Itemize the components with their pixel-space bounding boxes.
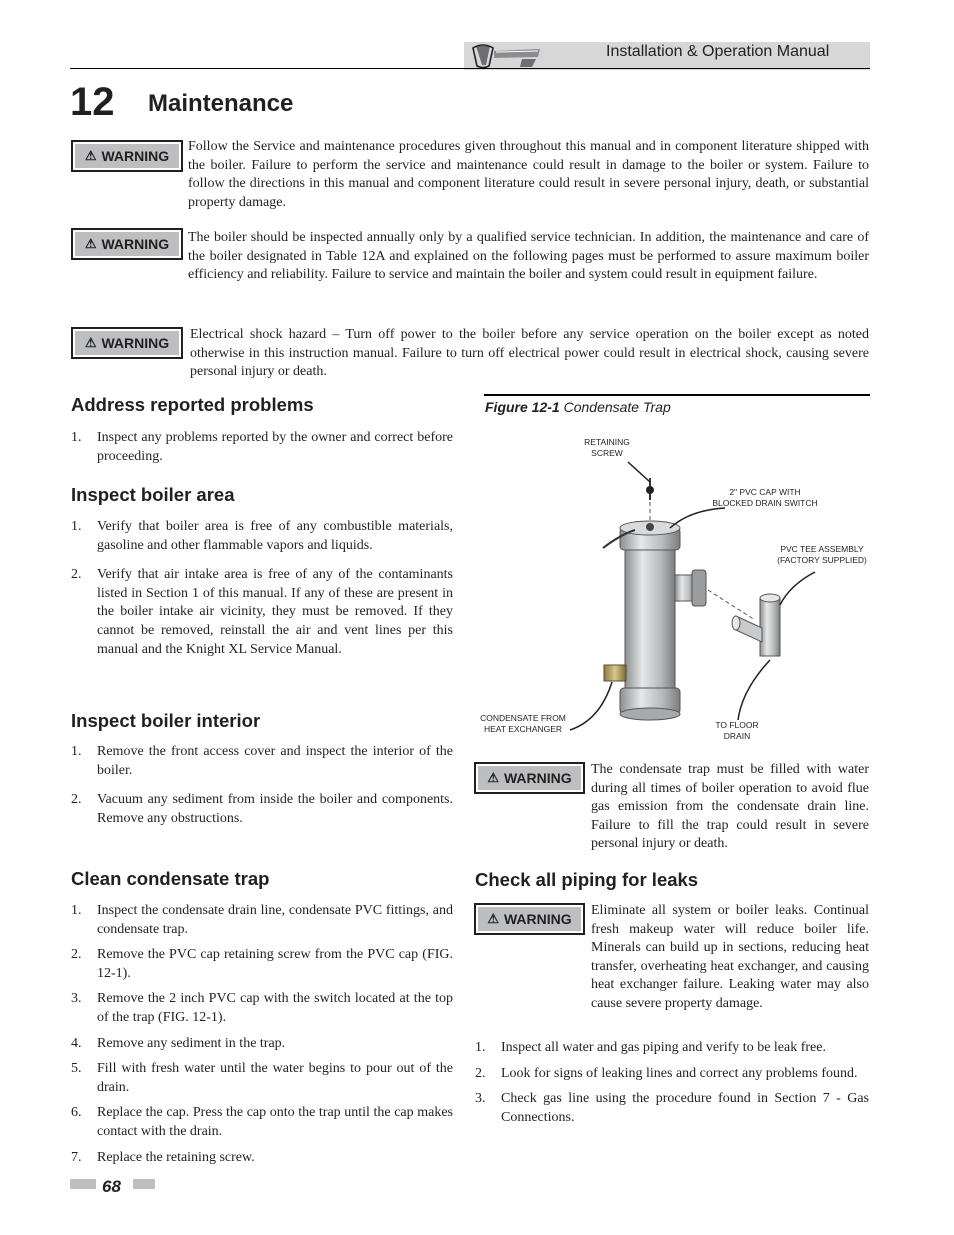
callout-condensate-from: CONDENSATE FROM HEAT EXCHANGER [480,713,566,734]
list-inspect-interior [71,743,453,828]
list-item: 3. Check gas line using the procedure found in Section 7 - Gas Connections. [475,1091,869,1125]
list-clean-condensate [71,902,453,1167]
list-item: 4. Remove any sediment in the trap. [71,1035,286,1051]
list-item: 2. Look for signs of leaking lines and correct any problems found. [475,1065,858,1081]
list-item: 1. Inspect all water and gas piping and verify to be leak free. [475,1040,826,1055]
figure-rule [484,394,870,396]
condensate-trap-illustration [480,420,875,750]
heading-inspect-interior: Inspect boiler interior [71,710,261,731]
heading-clean-condensate: Clean condensate trap [71,868,270,889]
manual-title: Installation & Operation Manual [606,43,830,60]
warning-triangle-icon: ⚠ [84,236,97,251]
warning-text-annual: The boiler should be inspected annually only by a qualified service technician. In addition, the maintenance and care of the boiler designated in Table 12A and explained on the following pages must be performed to assure maximum boiler efficiency and reliability. Failure to service and maintain the boiler and system could result in equipment failure. [188,230,869,283]
warning-text-leaks: Eliminate all system or boiler leaks. Continual fresh makeup water will reduce boiler life. Minerals can build up in sections, reducing heat transfer, overheating heat exchanger, and causing heat exchanger failure. Leaking water may also cause severe property damage. [591,903,869,1011]
list-item: 1. Inspect the condensate drain line, condensate PVC fittings, and condensate trap. [71,903,453,937]
heading-inspect-area: Inspect boiler area [71,484,235,505]
list-item: 3. Remove the 2 inch PVC cap with the switch located at the top of the trap (FIG. 12-1). [71,991,453,1025]
knight-xl-logo [470,43,565,69]
list-inspect-area [71,518,453,659]
callout-retaining-screw: RETAINING SCREW [584,437,630,458]
list-item: 2. Vacuum any sediment from inside the boiler and components. Remove any obstructions. [71,792,453,826]
callout-floor-drain: TO FLOOR DRAIN [715,720,759,741]
list-item: 7. Replace the retaining screw. [71,1149,255,1165]
heading-address-problems: Address reported problems [71,394,314,415]
warning-text-condensate: The condensate trap must be filled with water during all times of boiler operation to avoid flue gas emission from the condensate drain line. Failure to fill the trap could result in severe personal injury or death. [591,762,869,852]
page-number: 68 [102,1177,121,1196]
list-item: 6. Replace the cap. Press the cap onto the trap until the cap makes contact with the drain. [71,1105,453,1139]
list-item: 2. Remove the PVC cap retaining screw from the PVC cap (FIG. 12-1). [71,947,453,981]
list-item: 5. Fill with fresh water until the water begins to pour out of the drain. [71,1061,453,1095]
section-number: 12 [70,80,115,124]
list-item: 2. Verify that air intake area is free of any of the contaminants listed in Section 1 of this manual. If any of these are present in the boiler intake air vicinity, they must be removed. If they cannot be removed, reinstall the air and vent lines per this manual and the Knight XL Service Manual. [71,567,453,657]
footer-bar-right [133,1179,155,1189]
header-rule [70,68,870,69]
warning-text-service: Follow the Service and maintenance procedures given throughout this manual and in component literature shipped with the boiler. Failure to perform the service and maintenance could result in damage to the boiler or system. Failure to follow the directions in this manual and component literature could result in severe personal injury, death, or substantial property damage. [188,139,869,210]
warning-badge: ⚠ WARNING [71,327,183,359]
list-item: 1. Remove the front access cover and inspect the interior of the boiler. [71,744,453,778]
list-check-piping [475,1039,869,1127]
list-item: 1. Inspect any problems reported by the owner and correct before proceeding. [71,430,453,464]
list-address-problems [71,429,453,466]
warning-badge: ⚠ WARNING [474,762,585,794]
warning-badge: ⚠ WARNING [71,140,183,172]
warning-badge: ⚠ WARNING [71,228,183,260]
warning-triangle-icon: ⚠ [487,911,499,926]
section-title: Maintenance [148,90,294,117]
list-item: 1. Verify that boiler area is free of any combustible materials, gasoline and other flammable vapors and liquids. [71,519,453,553]
warning-triangle-icon: ⚠ [84,335,97,350]
warning-text-electrical: Electrical shock hazard – Turn off power to the boiler before any service operation on the boiler except as noted otherwise in this instruction manual. Failure to turn off electrical power could result in electrical shock, causing severe personal injury or death. [190,327,869,380]
footer-bar-left [70,1179,96,1189]
warning-triangle-icon: ⚠ [84,148,97,163]
callout-pvc-cap: 2" PVC CAP WITH BLOCKED DRAIN SWITCH [712,487,818,508]
warning-triangle-icon: ⚠ [487,770,499,785]
heading-check-piping: Check all piping for leaks [475,869,699,890]
callout-pvc-tee: PVC TEE ASSEMBLY (FACTORY SUPPLIED) [777,544,867,565]
figure-caption: Figure 12-1 Condensate Trap [485,399,671,415]
warning-badge: ⚠ WARNING [474,903,585,935]
